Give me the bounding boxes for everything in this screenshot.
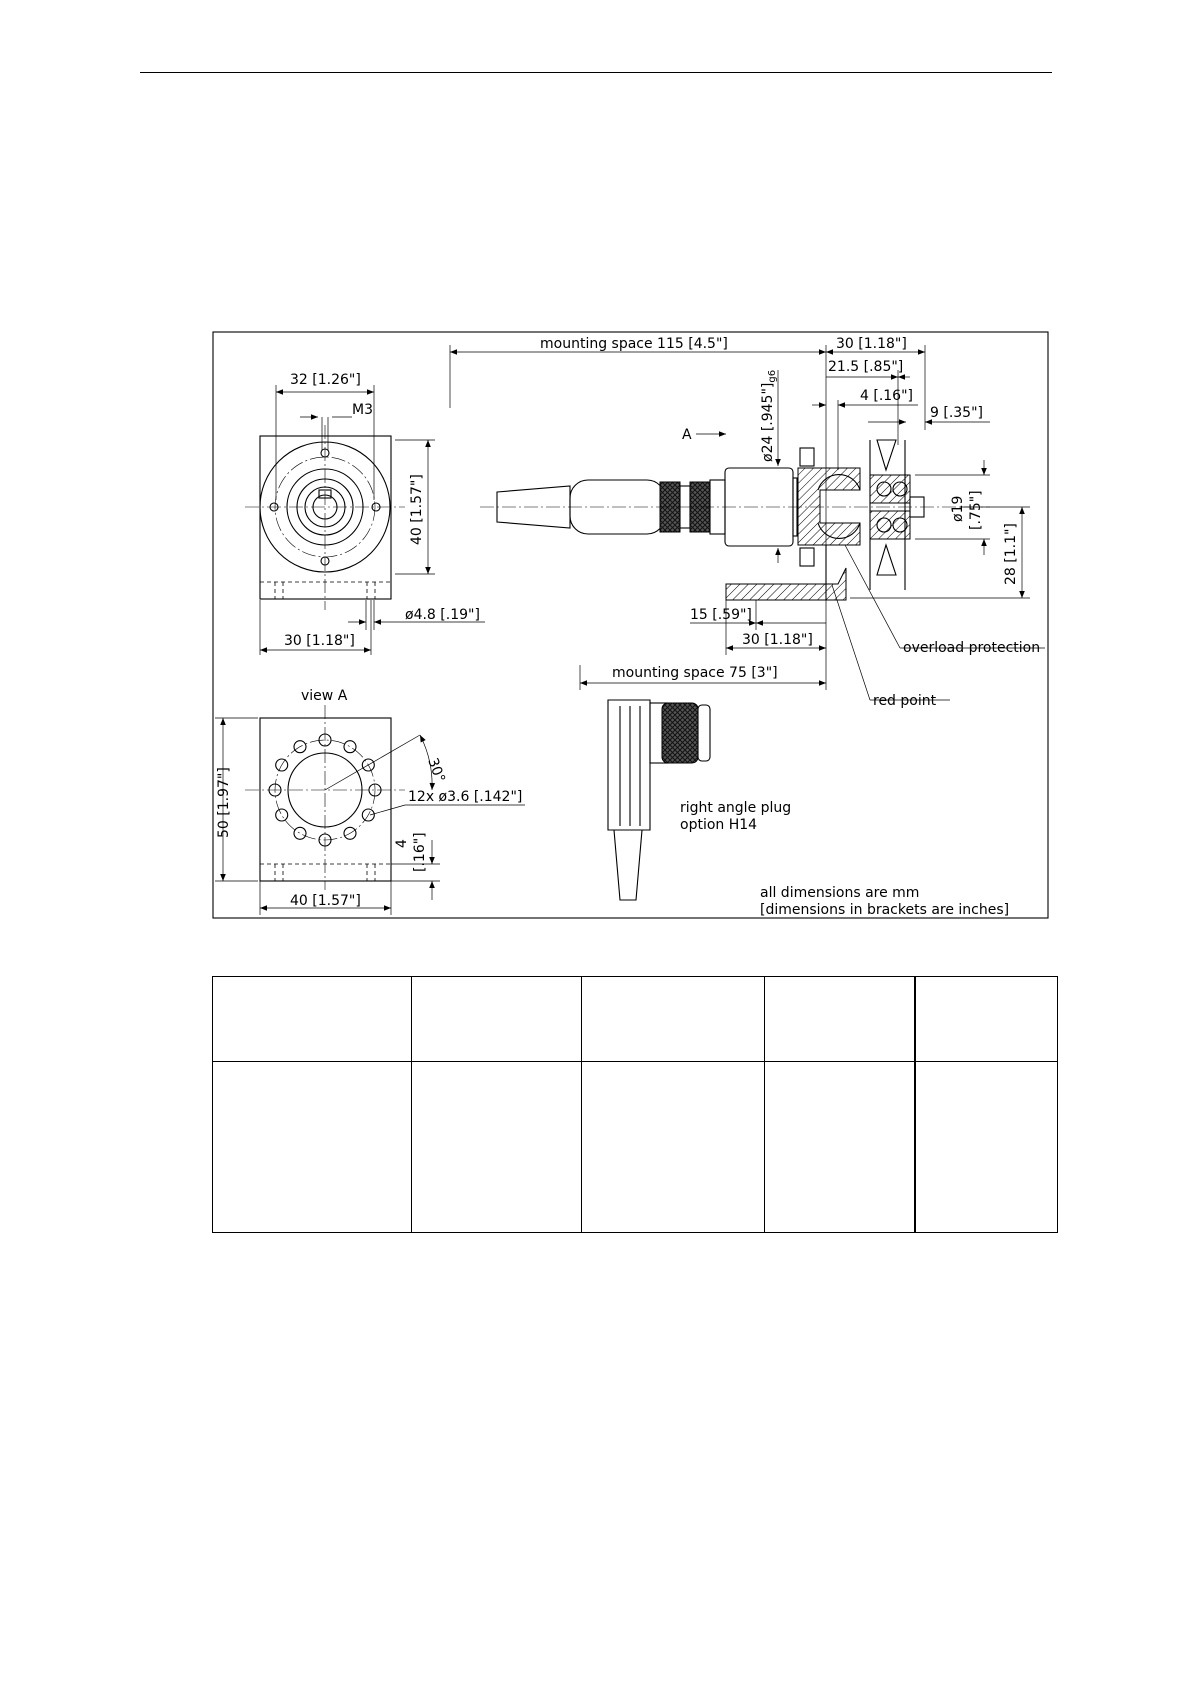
mounting-space-115-label: mounting space 115 [4.5"] [540, 336, 728, 352]
table-cell [411, 1062, 581, 1233]
dim-9-label: 9 [.35"] [930, 405, 983, 421]
view-a-dim-4-label: 4 [394, 839, 410, 848]
dia-24-label: ø24 $[.945"]_{g6}$ [760, 369, 778, 462]
front-height-label: 40 [1.57"] [409, 474, 425, 545]
note-line-2: [dimensions in brackets are inches] [760, 902, 1010, 918]
table-cell [581, 1062, 765, 1233]
table-cell [213, 977, 412, 1062]
red-point-label: red point [873, 693, 937, 709]
table-cell [411, 977, 581, 1062]
plug-label-2: option H14 [680, 817, 758, 833]
mounting-space-75-label: mounting space 75 [3"] [612, 665, 778, 681]
dia-19-inch-label: [.75"] [968, 490, 984, 530]
front-width-label: 32 [1.26"] [290, 372, 361, 388]
view-a-dim-40-label: 40 [1.57"] [290, 893, 361, 909]
view-a-dim-4-inch-label: [.16"] [412, 832, 428, 872]
dim-4-label: 4 [.16"] [860, 388, 913, 404]
dim-30-top-label: 30 [1.18"] [836, 336, 907, 352]
bolt-hole [276, 809, 288, 821]
view-arrow-label: A [682, 427, 692, 443]
view-a-dim-50-label: 50 [1.97"] [216, 767, 232, 838]
dim-28-label: 28 [1.1"] [1003, 523, 1019, 585]
table-cell [581, 977, 765, 1062]
view-a [215, 705, 525, 915]
dia-19-label: ø19 [950, 495, 966, 522]
view-a-angle-label: 30° [424, 755, 448, 785]
front-hole-label: ø4.8 [.19"] [405, 607, 480, 623]
note-line-1: all dimensions are mm [760, 885, 920, 901]
front-base-label: 30 [1.18"] [284, 633, 355, 649]
view-a-holes-label: 12x ø3.6 [.142"] [408, 789, 523, 805]
table-cell [915, 977, 1058, 1062]
table-row [213, 1062, 1058, 1233]
table-cell [915, 1062, 1058, 1233]
table-row [213, 977, 1058, 1062]
table-cell [765, 977, 915, 1062]
front-thread-label: M3 [352, 402, 373, 418]
plug-label-1: right angle plug [680, 800, 792, 816]
view-a-title: view A [301, 688, 348, 704]
dim-30-bottom-label: 30 [1.18"] [742, 632, 813, 648]
overload-protection-label: overload protection [903, 640, 1041, 656]
table-cell [213, 1062, 412, 1233]
bolt-hole [294, 827, 306, 839]
table-cell [765, 1062, 915, 1233]
dim-21-5-label: 21.5 [.85"] [828, 359, 904, 375]
bolt-hole [344, 741, 356, 753]
spec-table [212, 976, 1058, 1233]
dim-15-label: 15 [.59"] [690, 607, 752, 623]
